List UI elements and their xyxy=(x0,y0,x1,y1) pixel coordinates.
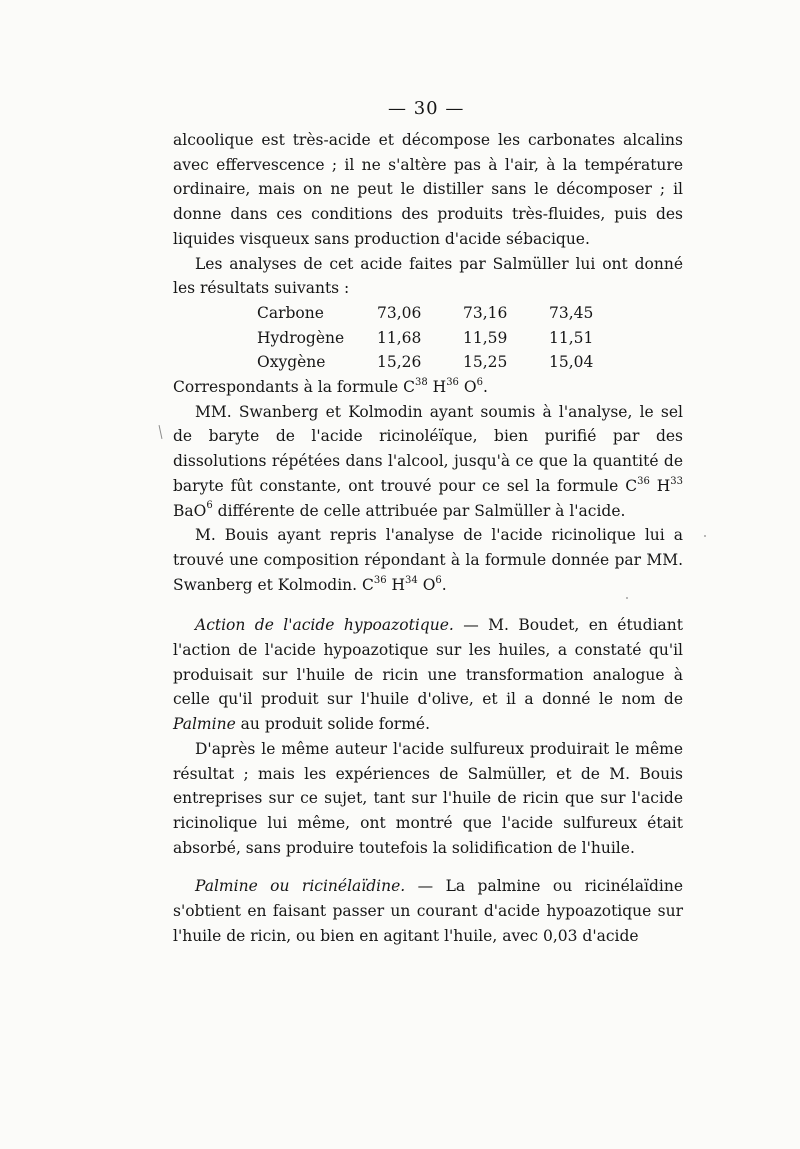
formula-superscript: 36 xyxy=(637,475,650,487)
formula-superscript: 34 xyxy=(405,574,418,586)
paragraph-palmine xyxy=(173,874,683,948)
paragraph-swanberg xyxy=(173,400,683,524)
formula-superscript: 6 xyxy=(435,574,442,586)
table-cell-label: Hydrogène xyxy=(257,328,345,347)
paragraph-text: — M. Boudet, en étudiant l'action de l'acide hypoazotique sur les huiles, a constaté qu'il produisait sur l'huile de ricin une transformation analogue à celle qu'il produit sur l'huile d'olive, et il a donné le nom de xyxy=(173,616,684,709)
table-cell-value: 73,06 xyxy=(377,303,422,322)
table-cell-value: 11,59 xyxy=(463,328,508,347)
paragraph-text: O xyxy=(417,575,436,594)
table-cell-label: Carbone xyxy=(257,303,324,322)
paragraph-1: alcoolique est très-acide et décompose les carbonates alcalins avec effervescence ; il ne s'altère pas à l'air, à la température ordinaire, mais on ne peut le distiller sans le décomposer ; il donne dans ces conditions des produits très-fluides, puis des liquides visqueux sans production d'acide sébacique. xyxy=(173,131,683,248)
table-cell-label: Oxygène xyxy=(257,353,326,372)
formula-superscript: 36 xyxy=(446,376,459,388)
italic-term: Palmine xyxy=(173,715,236,734)
formula-superscript: 6 xyxy=(476,376,483,388)
paragraph-text: MM. Swanberg et Kolmodin ayant soumis à l'analyse, le sel de baryte de l'acide ricinoléïque, bien purifié par des dissolutions répétées dans l'alcool, jusqu'à ce que la quantité de baryte fût constante, ont trouvé pour ce sel la formule C xyxy=(173,402,683,495)
paper-speck xyxy=(704,535,706,537)
table-cell-value: 15,26 xyxy=(377,353,422,372)
paragraph-text: H xyxy=(386,575,406,594)
table-row xyxy=(257,301,619,326)
paragraph-text: au produit solide formé. xyxy=(235,715,431,734)
formula-text: Correspondants à la formule C xyxy=(173,378,415,397)
table-cell-value: 11,51 xyxy=(549,328,594,347)
formula-superscript: 6 xyxy=(206,500,213,512)
analysis-table xyxy=(257,301,619,375)
paragraph-bouis xyxy=(173,523,683,597)
paragraph-action-acide xyxy=(173,613,683,737)
formula-superscript: 38 xyxy=(415,376,428,388)
section-heading-italic: Action de l'acide hypoazotique. xyxy=(195,616,454,635)
formula-text: . xyxy=(482,378,488,397)
main-text-block xyxy=(173,128,683,949)
formula-text: O xyxy=(458,378,477,397)
paragraph-text: — La palmine ou ricinélaïdine s'obtient en faisant passer un courant d'acide hypoazotique sur l'huile de ricin, ou bien en agitant l'huile, avec 0,03 d'acide xyxy=(173,877,683,945)
margin-mark xyxy=(159,425,163,439)
paragraph-text: . xyxy=(441,575,447,594)
table-cell-value: 11,68 xyxy=(377,328,422,347)
paragraph-2: Les analyses de cet acide faites par Salmüller lui ont donné les résultats suivants : xyxy=(173,254,683,298)
formula-superscript: 36 xyxy=(373,574,387,586)
table-row xyxy=(257,350,619,375)
section-heading-italic: Palmine ou ricinélaïdine. xyxy=(195,877,406,896)
formula-paragraph xyxy=(173,375,683,400)
table-cell-value: 15,25 xyxy=(463,353,508,372)
formula-superscript: 33 xyxy=(670,475,683,487)
paragraph-text: H xyxy=(649,476,671,495)
paragraph-acide-sulfureux: D'après le même auteur l'acide sulfureux produirait le même résultat ; mais les expériences de Salmüller, et de M. Bouis entreprises sur ce sujet, tant sur l'huile de ricin que sur l'acide ricinolique lui même, ont montré que l'acide sulfureux était absorbé, sans produire toutefois la solidification de l'huile. xyxy=(173,739,683,857)
table-cell-value: 15,04 xyxy=(549,353,594,372)
table-cell-value: 73,45 xyxy=(549,303,594,322)
paragraph-text: BaO xyxy=(173,501,207,520)
table-row xyxy=(257,326,619,351)
table-cell-value: 73,16 xyxy=(463,303,508,322)
paragraph-text: M. Bouis ayant repris l'analyse de l'acide ricinolique lui a trouvé une composition répondant à la formule donnée par MM. Swanberg et Kolmodin. C xyxy=(173,526,683,594)
paragraph-text: différente de celle attribuée par Salmüller à l'acide. xyxy=(212,501,626,520)
page-number: — 30 — xyxy=(388,98,465,119)
formula-text: H xyxy=(427,378,447,397)
